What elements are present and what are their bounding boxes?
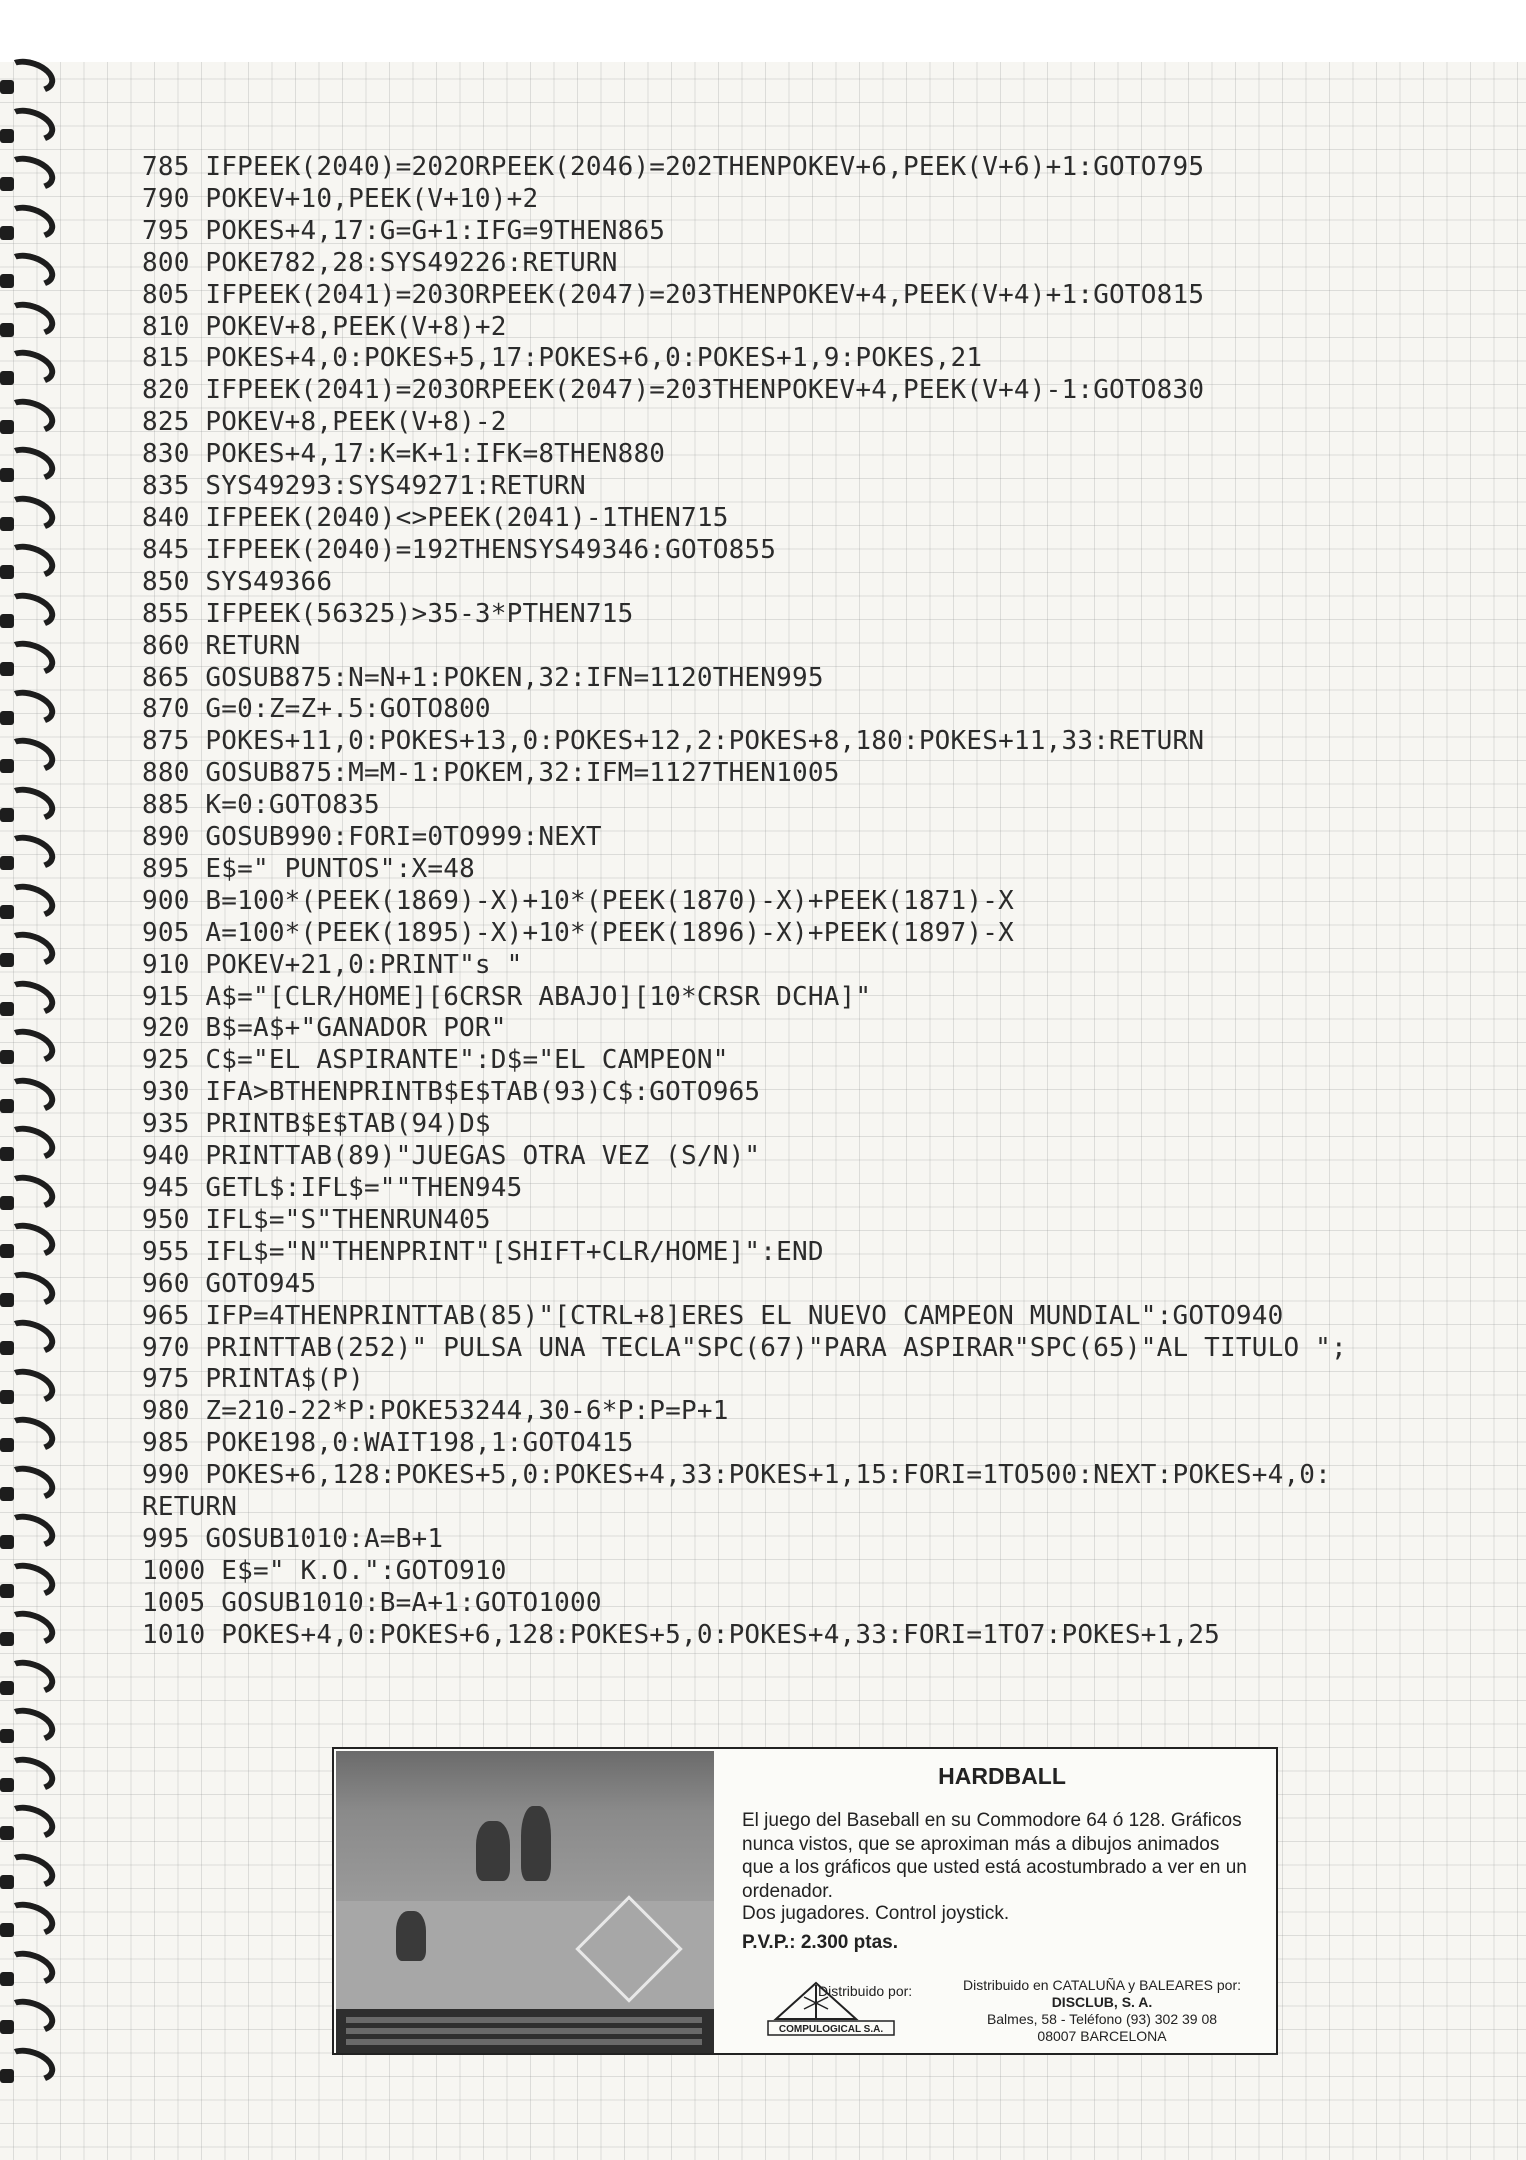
code-line: 975 PRINTA$(P)	[142, 1364, 364, 1395]
code-line: 810 POKEV+8,PEEK(V+8)+2	[142, 311, 507, 342]
code-line: 930 IFA>BTHENPRINTB$E$TAB(93)C$:GOTO965	[142, 1077, 761, 1108]
spiral-hole	[0, 1632, 14, 1646]
spiral-hole	[0, 1826, 14, 1840]
code-line: 910 POKEV+21,0:PRINT"s "	[142, 949, 523, 980]
spiral-hole	[0, 1681, 14, 1695]
code-line: 875 POKES+11,0:POKES+13,0:POKES+12,2:POKES+8,180:POKES+11,33:RETURN	[142, 726, 1205, 757]
code-line: 995 GOSUB1010:A=B+1	[142, 1523, 444, 1554]
code-line: 990 POKES+6,128:POKES+5,0:POKES+4,33:POKES+1,15:FORI=1TO500:NEXT:POKES+4,0:	[142, 1460, 1331, 1491]
code-line: 940 PRINTTAB(89)"JUEGAS OTRA VEZ (S/N)"	[142, 1141, 761, 1172]
spiral-hole	[0, 1196, 14, 1210]
spiral-hole	[0, 177, 14, 191]
spiral-hole	[0, 2020, 14, 2034]
code-line: 860 RETURN	[142, 630, 301, 661]
spiral-hole	[0, 1584, 14, 1598]
code-line: 855 IFPEEK(56325)>35-3*PTHEN715	[142, 598, 634, 629]
code-line: 960 GOTO945	[142, 1268, 317, 1299]
code-line: 830 POKES+4,17:K=K+1:IFK=8THEN880	[142, 439, 666, 470]
code-line: 820 IFPEEK(2041)=203ORPEEK(2047)=203THENPOKEV+4,PEEK(V+4)-1:GOTO830	[142, 375, 1205, 406]
code-line: 870 G=0:Z=Z+.5:GOTO800	[142, 694, 491, 725]
spiral-hole	[0, 1147, 14, 1161]
spiral-hole	[0, 1875, 14, 1889]
spiral-hole	[0, 1972, 14, 1986]
spiral-hole	[0, 1487, 14, 1501]
code-line: 980 Z=210-22*P:POKE53244,30-6*P:P=P+1	[142, 1396, 729, 1427]
spiral-hole	[0, 1341, 14, 1355]
code-line: 865 GOSUB875:N=N+1:POKEN,32:IFN=1120THEN995	[142, 662, 824, 693]
distributed-by-label: Distribuido por:	[818, 1983, 913, 1999]
code-line: 790 POKEV+10,PEEK(V+10)+2	[142, 183, 539, 214]
code-line: 850 SYS49366	[142, 566, 333, 597]
code-line: 845 IFPEEK(2040)=192THENSYS49346:GOTO855	[142, 534, 777, 565]
spiral-hole	[0, 614, 14, 628]
spiral-hole	[0, 1438, 14, 1452]
spiral-hole	[0, 2069, 14, 2083]
spiral-hole	[0, 856, 14, 870]
spiral-hole	[0, 129, 14, 143]
code-line: 900 B=100*(PEEK(1869)-X)+10*(PEEK(1870)-X)+PEEK(1871)-X	[142, 885, 1014, 916]
code-line: 970 PRINTTAB(252)" PULSA UNA TECLA"SPC(67)"PARA ASPIRAR"SPC(65)"AL TITULO ";	[142, 1332, 1347, 1363]
code-line: 795 POKES+4,17:G=G+1:IFG=9THEN865	[142, 215, 666, 246]
code-line: 895 E$=" PUNTOS":X=48	[142, 853, 475, 884]
basic-code-listing	[142, 152, 1392, 1652]
spiral-hole	[0, 905, 14, 919]
spiral-hole	[0, 274, 14, 288]
code-line: 1010 POKES+4,0:POKES+6,128:POKES+5,0:POKES+4,33:FORI=1TO7:POKES+1,25	[142, 1619, 1221, 1650]
code-line: 945 GETL$:IFL$=""THEN945	[142, 1173, 523, 1203]
ad-description: El juego del Baseball en su Commodore 64 ó 128. Gráficos nunca vistos, que se aproximan más a dibujos animados que a los gráficos que usted está acostumbrado a ver en un ordenador.	[742, 1810, 1247, 1902]
spiral-hole	[0, 1535, 14, 1549]
code-line: 840 IFPEEK(2040)<>PEEK(2041)-1THEN715	[142, 502, 729, 533]
code-line: 920 B$=A$+"GANADOR POR"	[142, 1013, 507, 1044]
code-line: 800 POKE782,28:SYS49226:RETURN	[142, 247, 618, 278]
spiral-hole	[0, 1050, 14, 1064]
batter-figure	[521, 1806, 551, 1881]
spiral-hole	[0, 1729, 14, 1743]
logo-text: COMPULOGICAL S.A.	[778, 2024, 884, 2035]
spiral-hole	[0, 1002, 14, 1016]
spiral-hole	[0, 1390, 14, 1404]
distributor-region: Distribuido en CATALUÑA y BALEARES por:	[962, 1977, 1242, 1993]
spiral-hole	[0, 323, 14, 337]
code-line: RETURN	[142, 1492, 238, 1523]
code-line: 805 IFPEEK(2041)=203ORPEEK(2047)=203THENPOKEV+4,PEEK(V+4)+1:GOTO815	[142, 279, 1205, 310]
code-line: 905 A=100*(PEEK(1895)-X)+10*(PEEK(1896)-X)+PEEK(1897)-X	[142, 917, 1014, 948]
code-line: 965 IFP=4THENPRINTTAB(85)"[CTRL+8]ERES EL NUEVO CAMPEON MUNDIAL":GOTO940	[142, 1300, 1284, 1331]
spiral-hole	[0, 759, 14, 773]
spiral-hole	[0, 1293, 14, 1307]
catcher-figure	[476, 1821, 510, 1881]
code-line: 955 IFL$="N"THENPRINT"[SHIFT+CLR/HOME]":END	[142, 1236, 824, 1267]
code-line: 985 POKE198,0:WAIT198,1:GOTO415	[142, 1428, 634, 1459]
code-line: 825 POKEV+8,PEEK(V+8)-2	[142, 407, 507, 438]
hardball-advertisement	[332, 1747, 1278, 2055]
spiral-hole	[0, 1099, 14, 1113]
spiral-hole	[0, 1244, 14, 1258]
code-line: 1000 E$=" K.O.":GOTO910	[142, 1555, 507, 1586]
code-line: 815 POKES+4,0:POKES+5,17:POKES+6,0:POKES+1,9:POKES,21	[142, 343, 983, 374]
code-line: 935 PRINTB$E$TAB(94)D$	[142, 1109, 491, 1140]
spiral-hole	[0, 420, 14, 434]
code-line: 835 SYS49293:SYS49271:RETURN	[142, 471, 586, 502]
spiral-hole	[0, 662, 14, 676]
distributor-city: 08007 BARCELONA	[1037, 2028, 1167, 2044]
ad-price: P.V.P.: 2.300 ptas.	[742, 1932, 898, 1953]
code-line: 880 GOSUB875:M=M-1:POKEM,32:IFM=1127THEN1005	[142, 758, 840, 789]
spiral-hole	[0, 565, 14, 579]
game-screenshot-image	[336, 1751, 714, 2053]
spiral-hole	[0, 953, 14, 967]
pitcher-figure	[396, 1911, 426, 1961]
distributor-info	[942, 1977, 1262, 2045]
spiral-hole	[0, 226, 14, 240]
spiral-hole	[0, 1778, 14, 1792]
spiral-hole	[0, 371, 14, 385]
spiral-hole	[0, 468, 14, 482]
code-line: 885 K=0:GOTO835	[142, 790, 380, 821]
code-line: 950 IFL$="S"THENRUN405	[142, 1204, 491, 1235]
code-line: 890 GOSUB990:FORI=0TO999:NEXT	[142, 822, 602, 853]
code-line: 915 A$="[CLR/HOME][6CRSR ABAJO][10*CRSR DCHA]"	[142, 981, 872, 1012]
ad-title: HARDBALL	[938, 1763, 1066, 1789]
code-line: 1005 GOSUB1010:B=A+1:GOTO1000	[142, 1587, 602, 1618]
spiral-hole	[0, 80, 14, 94]
spiral-hole	[0, 711, 14, 725]
distributor-company: DISCLUB, S. A.	[1051, 1994, 1153, 2010]
spiral-binding	[0, 60, 72, 2090]
distributor-address: Balmes, 58 - Teléfono (93) 302 39 08	[986, 2011, 1218, 2027]
game-scoreboard	[336, 2009, 714, 2053]
page-top-margin	[0, 0, 1526, 62]
spiral-hole	[0, 1923, 14, 1937]
code-line: 925 C$="EL ASPIRANTE":D$="EL CAMPEON"	[142, 1045, 729, 1076]
spiral-hole	[0, 808, 14, 822]
spiral-hole	[0, 517, 14, 531]
code-line: 785 IFPEEK(2040)=202ORPEEK(2046)=202THENPOKEV+6,PEEK(V+6)+1:GOTO795	[142, 152, 1205, 182]
ad-players-info: Dos jugadores. Control joystick.	[742, 1903, 1010, 1924]
